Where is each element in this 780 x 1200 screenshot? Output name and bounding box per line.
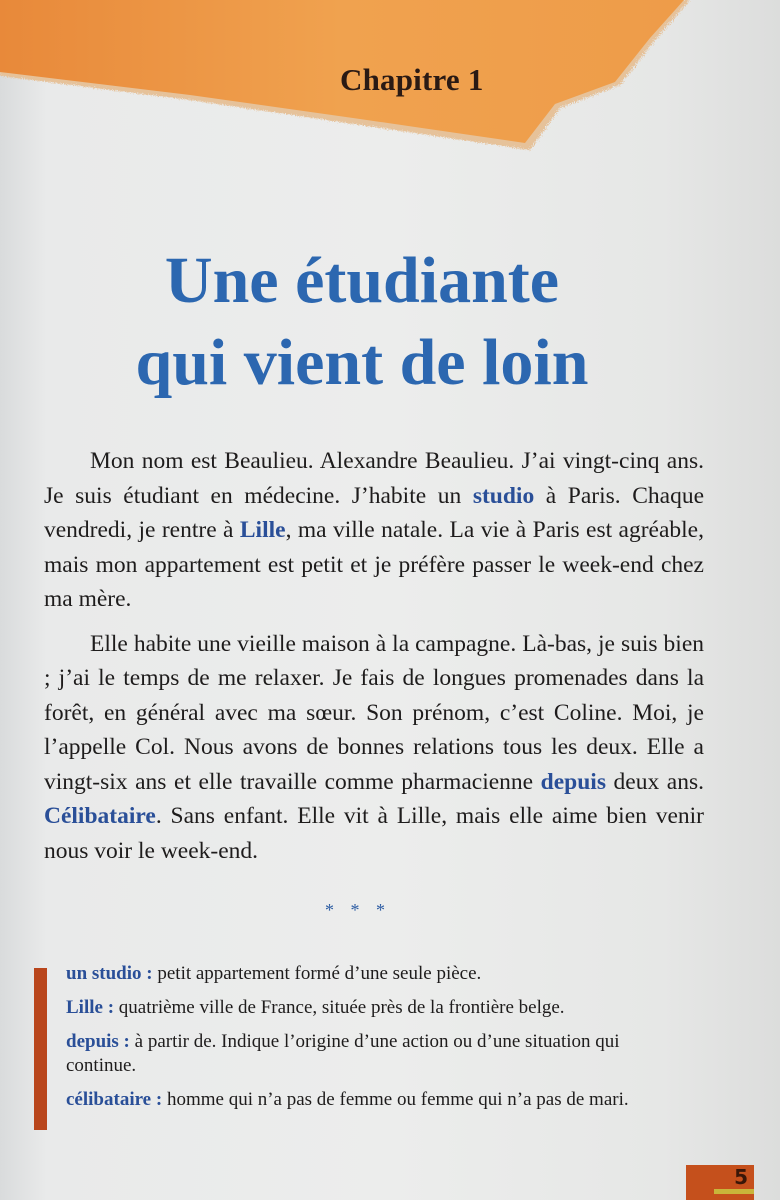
glossary-term: un studio : (66, 963, 153, 984)
keyword-studio: studio (472, 482, 535, 509)
text-segment: Mon nom est Beaulieu. Alexandre Beaulieu. J’ai vingt-cinq ans. Je suis étudiant en médecine. J’habite un (44, 448, 704, 509)
keyword-celibataire: Célibataire (44, 803, 156, 829)
glossary-entry (66, 996, 688, 1020)
glossary-term: célibataire : (66, 1089, 163, 1110)
paragraph-2 (44, 627, 704, 869)
glossary-entry (66, 1088, 688, 1112)
glossary-accent-bar (34, 968, 47, 1130)
chapter-label: Chapitre 1 (340, 62, 484, 97)
text-segment: , ma ville natale. La vie à Paris est agréable, mais mon appartement est petit et je préfère passer le week-end chez ma mère. (44, 517, 704, 612)
text-segment: . Sans enfant. Elle vit à Lille, mais elle aime bien venir nous voir le week-end. (44, 803, 704, 864)
page-number-box (686, 1165, 754, 1200)
glossary-entry (66, 1030, 688, 1078)
story-text (44, 444, 704, 878)
keyword-lille: Lille (239, 517, 286, 543)
section-separator: * * * (325, 900, 391, 920)
paragraph-1 (44, 444, 704, 617)
text-segment: Elle habite une vieille maison à la campagne. Là-bas, je suis bien ; j’ai le temps de me relaxer. Je fais de longues promenades dans la forêt, en général avec ma sœur. Son prénom, c’est Coline. Moi, je l’appelle Col. Nous avons de bonnes relations tous les deux. Elle a vingt-six ans et elle travaille comme pharmacienne (44, 630, 704, 795)
glossary-definition: homme qui n’a pas de femme ou femme qui n’a pas de mari. (162, 1089, 629, 1110)
glossary-term: Lille : (66, 997, 115, 1018)
glossary-definition: petit appartement formé d’une seule pièce. (152, 963, 482, 984)
title-line-2: qui vient de loin (135, 326, 589, 399)
glossary-definition: quatrième ville de France, située près de la frontière belge. (114, 997, 565, 1018)
page-title (0, 240, 724, 404)
text-segment: deux ans. (605, 768, 704, 795)
keyword-depuis: depuis (540, 768, 606, 795)
glossary-definition: à partir de. Indique l’origine d’une action ou d’une situation qui continue. (66, 1031, 620, 1076)
page-number: 5 (734, 1165, 748, 1189)
text-segment: à Paris. Chaque vendredi, je rentre à (44, 482, 705, 543)
glossary (66, 962, 688, 1122)
page-box-stripe (714, 1189, 754, 1194)
title-line-1: Une étudiante (164, 244, 560, 317)
glossary-term: depuis : (66, 1031, 130, 1052)
glossary-entry (66, 962, 688, 986)
